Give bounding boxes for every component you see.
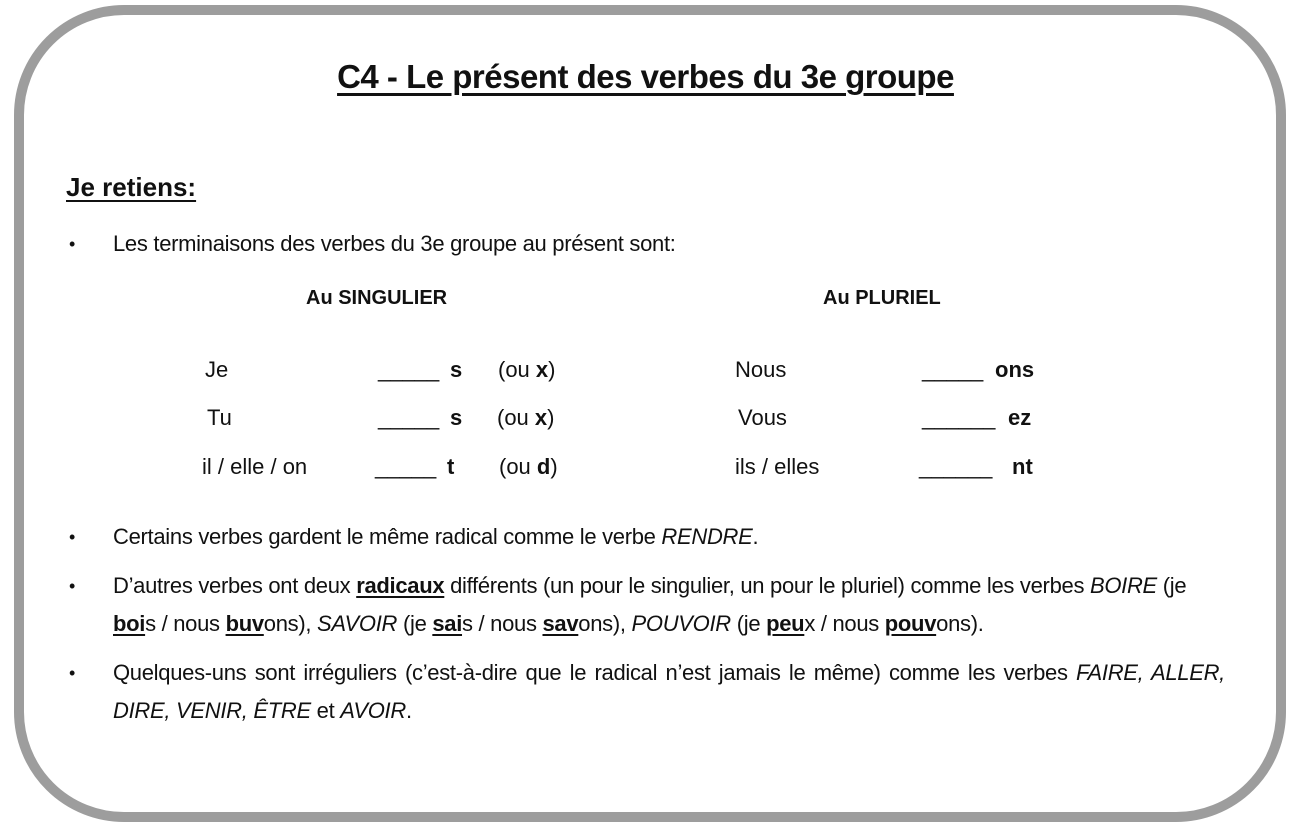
ending: s	[450, 357, 463, 382]
alt-ending: (ou d)	[499, 454, 558, 479]
rule-two-radicals: D’autres verbes ont deux radicaux différents (un pour le singulier, un pour le pluriel) comme les verbes BOIRE (je bois / nous buvons), SAVOIR (je sais / nous savons), POUVOIR (je peux / nous pouvons).	[113, 573, 1187, 636]
pronoun: Tu	[207, 405, 232, 430]
plural-header: Au PLURIEL	[823, 287, 941, 309]
blank: _____	[378, 405, 440, 430]
section-heading: Je retiens:	[66, 172, 197, 202]
bullet-icon: •	[68, 527, 75, 547]
pronoun: Nous	[735, 357, 787, 382]
blank: _____	[378, 357, 440, 382]
blank: _____	[922, 357, 984, 382]
pronoun: Je	[205, 357, 229, 382]
bullet-icon: •	[68, 234, 75, 254]
keyword-radicaux: radicaux	[356, 573, 445, 598]
singular-header: Au SINGULIER	[306, 287, 448, 309]
blank: _____	[375, 454, 437, 479]
bullet-icon: •	[68, 663, 75, 683]
ending: s	[450, 405, 463, 430]
page-title: C4 - Le présent des verbes du 3e groupe	[337, 58, 954, 95]
pronoun: Vous	[738, 405, 787, 430]
ending: ez	[1008, 405, 1032, 430]
rule-irregular: Quelques-uns sont irréguliers (c’est-à-dire que le radical n’est jamais le même) comme les verbes FAIRE, ALLER, DIRE, VENIR, ÊTRE et AVOIR.	[113, 660, 1225, 723]
alt-ending: (ou x)	[497, 405, 555, 430]
blank: ______	[922, 405, 996, 430]
blank: ______	[919, 454, 993, 479]
bullet-icon: •	[68, 576, 75, 596]
pronoun: ils / elles	[735, 454, 820, 479]
alt-ending: (ou x)	[498, 357, 556, 382]
rule-same-radical: Certains verbes gardent le même radical comme le verbe RENDRE.	[113, 524, 759, 549]
ending: ons	[995, 357, 1035, 382]
pronoun: il / elle / on	[202, 454, 308, 479]
ending: nt	[1012, 454, 1033, 479]
ending: t	[447, 454, 455, 479]
intro-text: Les terminaisons des verbes du 3e groupe au présent sont:	[113, 231, 676, 256]
